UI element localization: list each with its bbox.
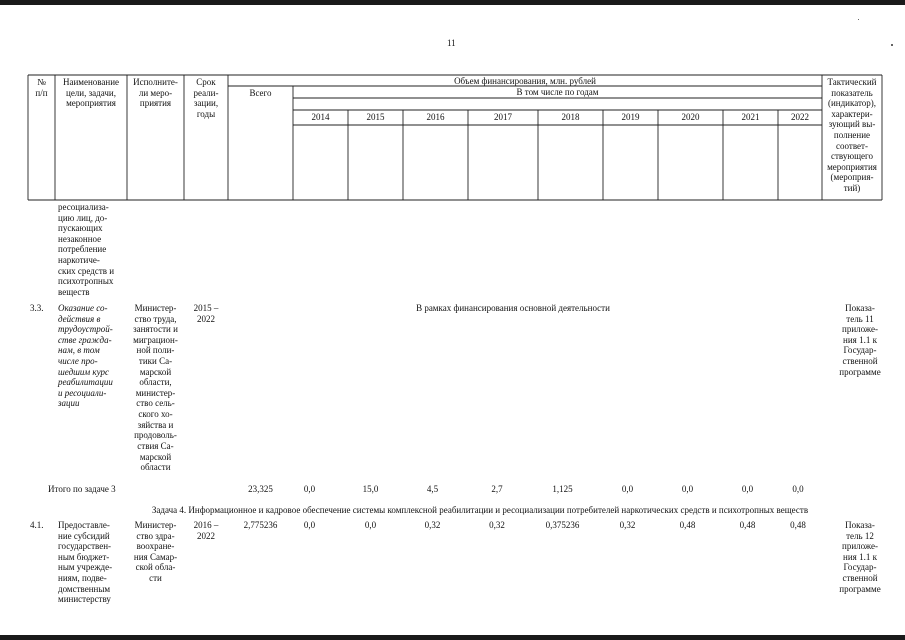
header-funding: Объем финансирования, млн. рублей bbox=[454, 76, 596, 86]
total-task3-year: 1,125 bbox=[552, 484, 573, 494]
row-4-1-year: 0,375236 bbox=[545, 520, 580, 530]
header-year: 2020 bbox=[681, 112, 700, 122]
task4-title: Задача 4. Информационное и кадровое обеспечение системы комплексной реабилитации и ресоциализации потребителей наркотических средств и психотропных веществ bbox=[151, 505, 809, 515]
row-4-1-year: 0,32 bbox=[489, 520, 505, 530]
row-3-3-num: 3.3. bbox=[30, 303, 44, 313]
continued-name-text: ресоциализа- цию лиц, до- пускающих незаконное потребление наркотиче- ских средств и психотропных веществ bbox=[58, 202, 115, 297]
total-task3-year: 0,0 bbox=[741, 484, 754, 494]
row-4-1-term: 2016 – 2022 bbox=[193, 520, 219, 541]
header-num: № п/п bbox=[35, 77, 48, 98]
row-4-1-total: 2,775236 bbox=[243, 520, 278, 530]
total-task3-year: 0,0 bbox=[303, 484, 316, 494]
total-task3-year: 15,0 bbox=[362, 484, 379, 494]
total-task3-year: 2,7 bbox=[491, 484, 503, 494]
total-task3-year: 4,5 bbox=[426, 484, 439, 494]
row-3-3-funding-note: В рамках финансирования основной деятельности bbox=[416, 303, 610, 313]
row-4-1-year: 0,32 bbox=[424, 520, 441, 530]
row-4-1-year: 0,0 bbox=[303, 520, 316, 530]
header-year: 2017 bbox=[494, 112, 512, 122]
row-3-3-name: Оказание со- действия в трудоустрой- стве гражда- нам, в том числе про- шедшим курс реабилитации и ресоциали- зации bbox=[58, 303, 113, 409]
row-4-1-year: 0,0 bbox=[364, 520, 377, 530]
row-4-1-indicator: Показа- тель 12 приложе- ния 1.1 к Государ- ственной программе bbox=[839, 520, 881, 594]
header-executor: Исполните- ли меро- приятия bbox=[133, 77, 178, 109]
total-task3-total: 23,325 bbox=[248, 484, 273, 494]
total-task3-label: Итого по задаче 3 bbox=[48, 484, 116, 494]
header-year: 2022 bbox=[791, 112, 809, 122]
header-year: 2016 bbox=[426, 112, 445, 122]
header-year: 2014 bbox=[311, 112, 330, 122]
total-task3-year: 0,0 bbox=[681, 484, 694, 494]
total-task3-year: 0,0 bbox=[792, 484, 804, 494]
header-year: 2018 bbox=[561, 112, 580, 122]
row-4-1-year: 0,32 bbox=[619, 520, 636, 530]
header-year: 2015 bbox=[366, 112, 385, 122]
header-term: Срок реали- зации, годы bbox=[193, 77, 219, 119]
header-total: Всего bbox=[249, 88, 272, 98]
header-year: 2019 bbox=[621, 112, 640, 122]
header-indicator: Тактический показатель (индикатор), характери- зующий вы- полнение соответ- ствующего мероприятия (мероприя- тий) bbox=[827, 77, 877, 194]
row-4-1-name: Предоставле- ние субсидий государствен- ным бюджет- ным учрежде- ниям, подве- домственным министерству bbox=[58, 520, 113, 605]
row-4-1-year: 0,48 bbox=[679, 520, 696, 530]
row-4-1-num: 4.1. bbox=[30, 520, 44, 530]
row-3-3-term: 2015 – 2022 bbox=[193, 303, 219, 324]
row-4-1-year: 0,48 bbox=[739, 520, 756, 530]
row-3-3-indicator: Показа- тель 11 приложе- ния 1.1 к Государ- ственной программе bbox=[839, 303, 881, 377]
total-task3-year: 0,0 bbox=[621, 484, 634, 494]
header-by-years: В том числе по годам bbox=[516, 87, 599, 97]
header-name: Наименование цели, задачи, мероприятия bbox=[62, 77, 120, 109]
row-4-1-executor: Министер- ство здра- воохране- ния Самар- ской обла- сти bbox=[133, 520, 178, 584]
row-3-3-executor: Министер- ство труда, занятости и миграцион- ной поли- тики Са- марской области, министер- ство сель- ского хо- зяйства и продоволь- ствия Са- марской области bbox=[133, 303, 178, 473]
row-4-1-year: 0,48 bbox=[790, 520, 806, 530]
header-year: 2021 bbox=[741, 112, 760, 122]
page-number: 11 bbox=[447, 38, 456, 48]
